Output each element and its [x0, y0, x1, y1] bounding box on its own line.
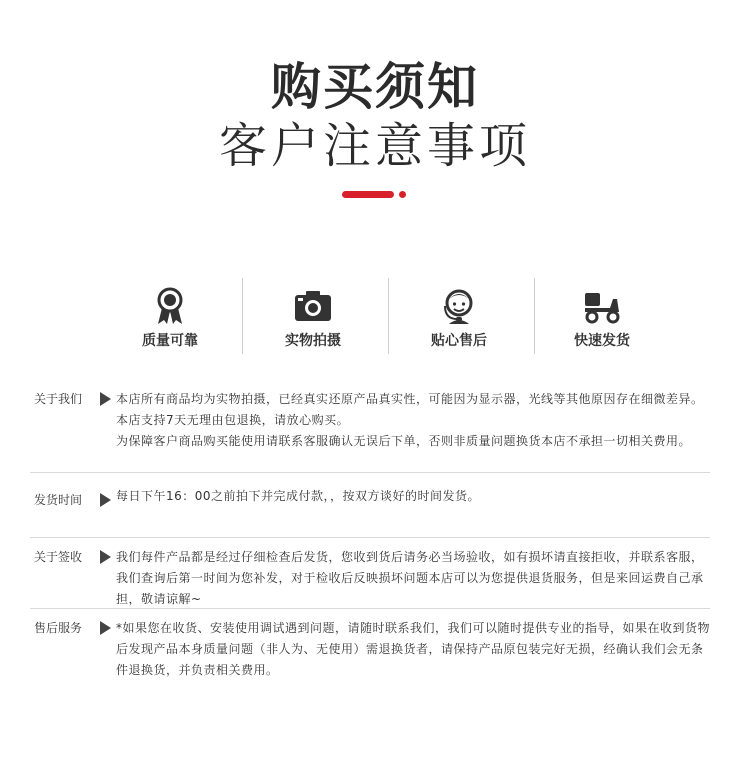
section-label: 关于签收 [34, 550, 83, 564]
ribbon-award-icon [150, 286, 190, 326]
feature-label: 快速发货 [574, 333, 630, 349]
section-text: *如果您在收货、安装使用调试遇到问题，请随时联系我们，我们可以随时提供专业的指导，如果在收到货物后发现产品本身质量问题（非人为、无使用）需退换货者，请保持产品原包装完好无损，经确认我们会无条件退换货，并负责相关费用。 [116, 621, 711, 677]
feature-quality [100, 276, 240, 356]
triangle-arrow-icon [100, 550, 111, 564]
feature-label: 质量可靠 [142, 333, 198, 349]
section-after-sales [30, 609, 710, 689]
section-about-us [30, 380, 710, 473]
delivery-scooter-icon [582, 286, 622, 326]
triangle-arrow-icon [100, 493, 111, 507]
section-shipping-time [30, 473, 710, 538]
page-title: 购买须知 [271, 58, 479, 116]
section-text: 本店所有商品均为实物拍摄，已经真实还原产品真实性，可能因为显示器，光线等其他原因存在细微差异。本店支持7天无理由包退换，请放心购买。 [116, 392, 704, 427]
triangle-arrow-icon [100, 621, 111, 635]
feature-fast-delivery [532, 276, 672, 356]
triangle-arrow-icon [100, 392, 111, 406]
feature-real-photo [243, 276, 383, 356]
section-label: 发货时间 [34, 493, 83, 507]
section-label: 售后服务 [34, 621, 83, 635]
section-text: 为保障客户商品购买能使用请联系客服确认无误后下单，否则非质量问题换货本店不承担一切相关费用。 [116, 434, 692, 448]
feature-label: 实物拍摄 [285, 333, 341, 349]
feature-after-sales [389, 276, 529, 356]
feature-label: 贴心售后 [431, 333, 487, 349]
camera-icon [293, 286, 333, 326]
section-receipt [30, 538, 710, 609]
section-text: 每日下午16：00之前拍下并完成付款，，按双方谈好的时间发货。 [116, 489, 481, 503]
section-text: 我们每件产品都是经过仔细检查后发货，您收到货后请务必当场验收，如有损坏请直接拒收，并联系客服，我们查询后第一时间为您补发，对于检收后反映损坏问题本店可以为您提供退货服务，但是来回运费自己承担，敬请谅解~ [116, 550, 704, 606]
section-label: 关于我们 [34, 392, 83, 406]
feature-strip [100, 276, 660, 356]
customer-service-headset-icon [439, 286, 479, 326]
info-sections [30, 380, 710, 689]
accent-dot [399, 191, 406, 198]
accent-bar [342, 191, 394, 198]
page-subtitle: 客户注意事项 [218, 118, 531, 174]
